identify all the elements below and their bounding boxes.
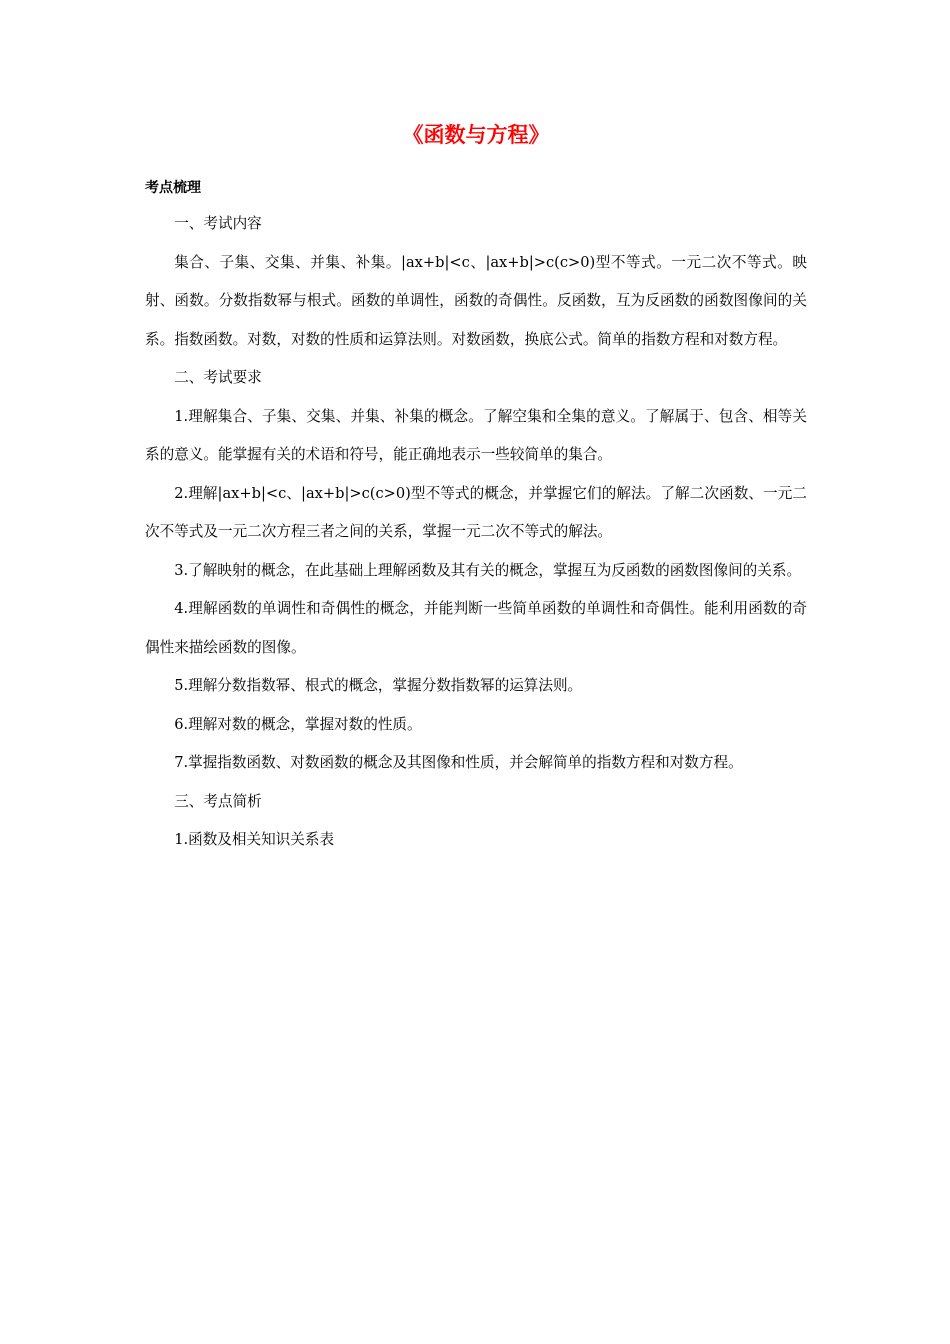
requirement-7: 7.掌握指数函数、对数函数的概念及其图像和性质，并会解简单的指数方程和对数方程。 (174, 754, 743, 771)
requirement-6: 6.理解对数的概念，掌握对数的性质。 (174, 715, 422, 733)
heading-exam-content: 一、考试内容 (174, 215, 262, 232)
requirement-2: 2.理解|ax+b|<c、|ax+b|>c(c>0)型不等式的概念，并掌握它们的解法。了解二次函数、一元二次不等式及一元二次方程三者之间的关系，掌握一元二次不等式的解法。 (145, 484, 807, 540)
heading-exam-requirements: 二、考试要求 (174, 369, 262, 386)
requirement-5: 5.理解分数指数幂、根式的概念，掌握分数指数幂的运算法则。 (174, 677, 583, 694)
requirement-4: 4.理解函数的单调性和奇偶性的概念，并能判断一些简单函数的单调性和奇偶性。能利用函数的奇偶性来描绘函数的图像。 (145, 600, 807, 656)
heading-key-points: 三、考点简析 (174, 792, 262, 810)
requirement-1: 1.理解集合、子集、交集、并集、补集的概念。了解空集和全集的意义。了解属于、包含、相等关系的意义。能掌握有关的术语和符号，能正确地表示一些较简单的集合。 (145, 407, 807, 463)
document-title: 《函数与方程》 (402, 122, 550, 147)
document-body (145, 205, 807, 860)
requirement-3: 3.了解映射的概念，在此基础上理解函数及其有关的概念，掌握互为反函数的函数图像间的关系。 (174, 561, 802, 579)
paragraph-exam-content: 集合、子集、交集、并集、补集。|ax+b|<c、|ax+b|>c(c>0)型不等式。一元二次不等式。映射、函数。分数指数幂与根式。函数的单调性，函数的奇偶性。反函数，互为反函数的函数图像间的关系。指数函数。对数，对数的性质和运算法则。对数函数，换底公式。简单的指数方程和对数方程。 (145, 253, 807, 348)
section-heading: 考点梳理 (145, 180, 201, 196)
key-point-1: 1.函数及相关知识关系表 (174, 831, 335, 848)
